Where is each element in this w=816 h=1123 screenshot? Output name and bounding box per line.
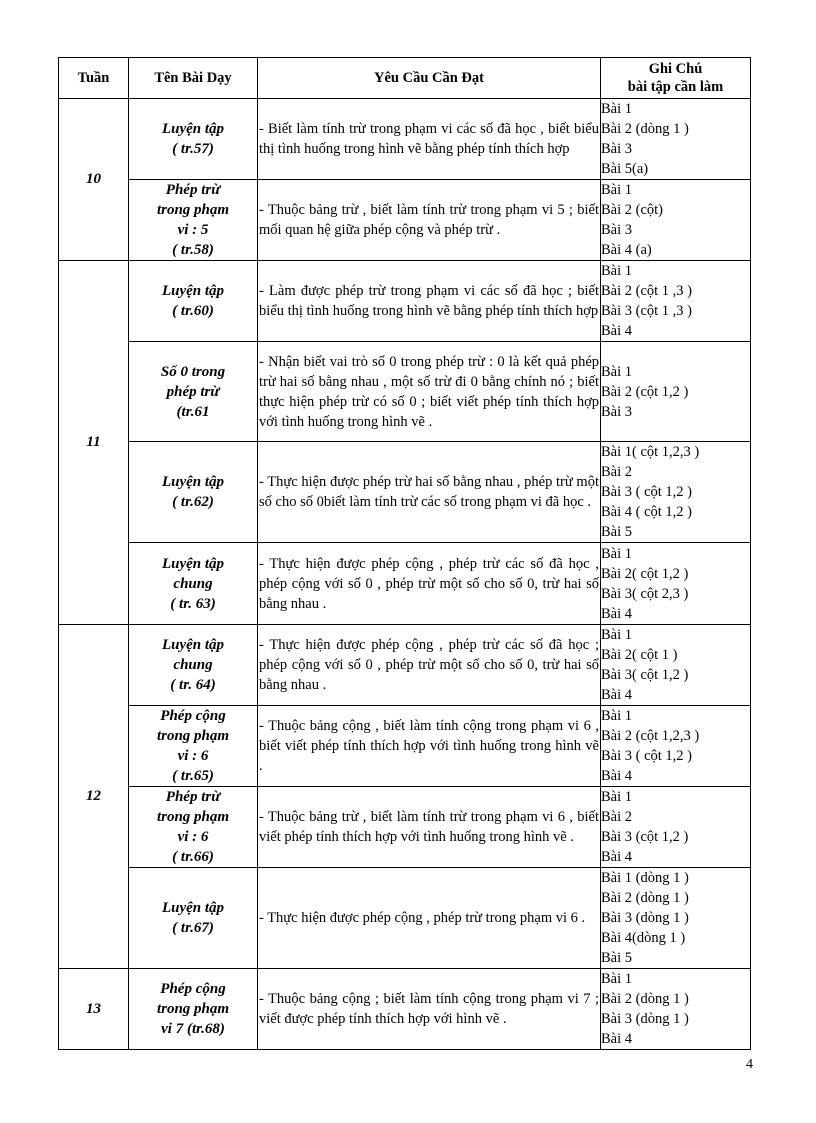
lesson-name-line: phép trừ: [166, 383, 220, 400]
header-notes: [601, 58, 751, 99]
exercise-item: Bài 3( cột 1,2 ): [601, 667, 689, 683]
requirement-text: - Thực hiện được phép cộng , phép trừ trong phạm vi 6 .: [259, 910, 586, 926]
table-row: [59, 261, 751, 342]
exercise-item: Bài 2 (dòng 1 ): [601, 121, 689, 137]
lesson-name-line: ( tr.65): [172, 768, 214, 784]
exercise-item: Bài 1( cột 1,2,3 ): [601, 444, 700, 460]
table-row: [59, 342, 751, 442]
exercises-cell: [601, 868, 751, 969]
lesson-name-line: ( tr. 64): [170, 677, 216, 693]
exercise-item: Bài 4(dòng 1 ): [601, 930, 686, 946]
exercise-item: Bài 3( cột 2,3 ): [601, 585, 689, 602]
lesson-name-cell: [129, 625, 258, 706]
exercise-item: Bài 4 (a): [601, 242, 652, 258]
lesson-name-cell: [129, 969, 258, 1050]
exercise-item: Bài 3 (dòng 1 ): [601, 1011, 689, 1027]
lesson-name-cell: [129, 787, 258, 868]
requirement-text: - Biết làm tính trừ trong phạm vi các số đã học , biết biểu thị tình huống trong hình vẽ bằng phép tính thích hợp: [259, 121, 599, 157]
lesson-name-line: vi 7 (tr.68): [161, 1021, 225, 1037]
week-cell: 10: [59, 99, 129, 261]
exercise-item: Bài 2 (cột): [601, 202, 664, 218]
exercise-item: Bài 4: [601, 605, 633, 622]
table-row: [59, 625, 751, 706]
lesson-name-line: vi : 6: [177, 829, 209, 845]
exercise-item: Bài 3: [601, 141, 633, 157]
requirement-cell: [258, 787, 601, 868]
lesson-name-line: trong phạm: [156, 1001, 230, 1017]
table-body: [59, 99, 751, 1050]
exercise-item: Bài 2: [601, 809, 633, 825]
week-cell: 11: [59, 261, 129, 625]
lesson-name-cell: [129, 543, 258, 625]
requirement-text: - Thuộc bảng trừ , biết làm tính trừ trong phạm vi 6 , biết viết phép tính thích hợp với tình huống trong hình vẽ .: [259, 809, 599, 845]
requirement-cell: [258, 99, 601, 180]
exercise-item: Bài 4: [601, 323, 633, 339]
exercise-item: Bài 1: [601, 182, 633, 198]
requirement-text: - Nhận biết vai trò số 0 trong phép trừ : 0 là kết quả phép trừ hai số bằng nhau , một số trừ đi 0 bằng chính nó ; biết thực hiện phép trừ có số 0 ; biết viết phép tính thích hợp với tình huống trong hình vẽ .: [259, 353, 599, 430]
requirement-text: - Thuộc bảng trừ , biết làm tính trừ trong phạm vi 5 ; biết mối quan hệ giữa phép cộng và phép trừ .: [259, 202, 599, 238]
exercise-item: Bài 1: [601, 101, 633, 117]
requirement-cell: [258, 342, 601, 442]
exercise-item: Bài 4: [601, 849, 633, 865]
lesson-name-line: Phép cộng: [160, 981, 226, 997]
exercise-item: Bài 4 ( cột 1,2 ): [601, 504, 693, 520]
exercises-cell: [601, 787, 751, 868]
requirement-cell: [258, 868, 601, 969]
exercise-item: Bài 3 (cột 1 ,3 ): [601, 303, 693, 319]
lesson-name-line: Luyện tập: [161, 637, 225, 653]
lesson-name-cell: [129, 261, 258, 342]
exercise-item: Bài 2( cột 1 ): [601, 647, 678, 663]
exercise-item: Bài 1: [601, 263, 633, 279]
lesson-name-line: ( tr.62): [172, 494, 214, 510]
table-row: [59, 99, 751, 180]
header-row: [59, 58, 751, 99]
requirement-text: - Thực hiện được phép cộng , phép trừ các số đã học , phép cộng với số 0 , phép trừ một số cho số 0, trừ hai số bằng nhau .: [259, 555, 599, 612]
lesson-name-cell: [129, 442, 258, 543]
exercise-item: Bài 3: [601, 222, 633, 238]
exercise-item: Bài 1: [601, 708, 633, 724]
lesson-name-line: Luyện tập: [161, 555, 225, 572]
lesson-name-line: Luyện tập: [161, 121, 225, 137]
lesson-name-line: Phép trừ: [165, 789, 221, 805]
lesson-name-cell: [129, 868, 258, 969]
lesson-name-line: Phép trừ: [165, 182, 221, 198]
lesson-name-line: vi : 6: [177, 748, 209, 764]
exercise-item: Bài 5(a): [601, 161, 649, 177]
exercise-item: Bài 3 ( cột 1,2 ): [601, 748, 693, 764]
lesson-name-line: chung: [173, 575, 213, 592]
exercises-cell: [601, 969, 751, 1050]
exercises-cell: [601, 261, 751, 342]
exercise-item: Bài 2 (cột 1 ,3 ): [601, 283, 693, 299]
lesson-name-line: ( tr. 63): [170, 595, 216, 612]
lesson-name-cell: [129, 180, 258, 261]
exercise-item: Bài 1: [601, 545, 633, 562]
exercise-item: Bài 3 ( cột 1,2 ): [601, 484, 693, 500]
exercise-item: Bài 5: [601, 524, 633, 540]
exercise-item: Bài 4: [601, 768, 633, 784]
lesson-name-line: (tr.61: [176, 403, 210, 420]
table-row: [59, 969, 751, 1050]
lesson-name-line: vi : 5: [177, 222, 209, 238]
exercise-item: Bài 1: [601, 363, 633, 380]
exercise-item: Bài 2 (cột 1,2,3 ): [601, 728, 700, 744]
lesson-name-line: ( tr.60): [172, 303, 214, 319]
header-lesson: Tên Bài Dạy: [129, 58, 258, 99]
exercise-item: Bài 2 (cột 1,2 ): [601, 383, 689, 400]
exercise-item: Bài 2 (dòng 1 ): [601, 890, 689, 906]
exercise-item: Bài 4: [601, 1031, 633, 1047]
table-row: [59, 706, 751, 787]
lesson-name-line: ( tr.57): [172, 141, 214, 157]
exercise-item: Bài 5: [601, 950, 633, 966]
requirement-text: - Thuộc bảng cộng , biết làm tính cộng trong phạm vi 6 , biết viết phép tính thích hợp với tình huống trong hình vẽ .: [259, 718, 599, 774]
requirement-cell: [258, 969, 601, 1050]
page-number: 4: [746, 1057, 753, 1072]
week-cell: 12: [59, 625, 129, 969]
exercises-cell: [601, 180, 751, 261]
requirement-text: - Thực hiện được phép cộng , phép trừ các số đã học ; phép cộng với số 0 , phép trừ một số cho số 0, trừ hai số bằng nhau .: [259, 637, 599, 693]
exercise-item: Bài 3 (dòng 1 ): [601, 910, 689, 926]
lesson-name-line: Phép cộng: [160, 708, 226, 724]
table-row: [59, 868, 751, 969]
header-notes-line1: Ghi Chú: [648, 61, 703, 77]
exercises-cell: [601, 342, 751, 442]
header-notes-line2: bài tập cần làm: [627, 79, 724, 95]
table-row: [59, 787, 751, 868]
lesson-name-line: trong phạm: [156, 809, 230, 825]
requirement-cell: [258, 261, 601, 342]
table-row: [59, 543, 751, 625]
exercise-item: Bài 1: [601, 627, 633, 643]
exercises-cell: [601, 625, 751, 706]
lesson-name-cell: [129, 99, 258, 180]
exercise-item: Bài 3 (cột 1,2 ): [601, 829, 689, 845]
exercise-item: Bài 2( cột 1,2 ): [601, 565, 689, 582]
lesson-name-line: trong phạm: [156, 202, 230, 218]
lesson-name-cell: [129, 342, 258, 442]
exercise-item: Bài 4: [601, 687, 633, 703]
exercise-item: Bài 1: [601, 789, 633, 805]
requirement-cell: [258, 706, 601, 787]
table-row: [59, 180, 751, 261]
requirement-text: - Thực hiện được phép trừ hai số bằng nhau , phép trừ một số cho số 0biết làm tính trừ các số trong phạm vi đã học .: [259, 474, 599, 510]
week-cell: 13: [59, 969, 129, 1050]
exercises-cell: [601, 442, 751, 543]
requirement-cell: [258, 442, 601, 543]
lesson-name-cell: [129, 706, 258, 787]
lesson-name-line: ( tr.58): [172, 242, 214, 258]
requirement-cell: [258, 180, 601, 261]
exercise-item: Bài 1: [601, 971, 633, 987]
lesson-name-line: Số 0 trong: [160, 363, 226, 380]
requirement-cell: [258, 543, 601, 625]
lesson-name-line: ( tr.67): [172, 920, 214, 936]
lesson-plan-table: [58, 57, 751, 1050]
exercises-cell: [601, 543, 751, 625]
lesson-name-line: chung: [173, 657, 213, 673]
exercise-item: Bài 3: [601, 403, 633, 420]
header-week: Tuần: [59, 58, 129, 99]
lesson-name-line: ( tr.66): [172, 849, 214, 865]
lesson-name-line: Luyện tập: [161, 283, 225, 299]
exercise-item: Bài 2 (dòng 1 ): [601, 991, 689, 1007]
lesson-name-line: trong phạm: [156, 728, 230, 744]
requirement-text: - Thuộc bảng cộng ; biết làm tính cộng trong phạm vi 7 ; viết được phép tính thích hợp với hình vẽ .: [259, 991, 599, 1027]
lesson-name-line: Luyện tập: [161, 900, 225, 916]
exercises-cell: [601, 99, 751, 180]
requirement-cell: [258, 625, 601, 706]
header-requirements: Yêu Cầu Cần Đạt: [258, 58, 601, 99]
lesson-name-line: Luyện tập: [161, 474, 225, 490]
exercise-item: Bài 2: [601, 464, 633, 480]
table-row: [59, 442, 751, 543]
requirement-text: - Làm được phép trừ trong phạm vi các số đã học ; biết biểu thị tình huống trong hình vẽ bằng phép tính thích hợp: [259, 283, 599, 319]
exercises-cell: [601, 706, 751, 787]
exercise-item: Bài 1 (dòng 1 ): [601, 870, 689, 886]
